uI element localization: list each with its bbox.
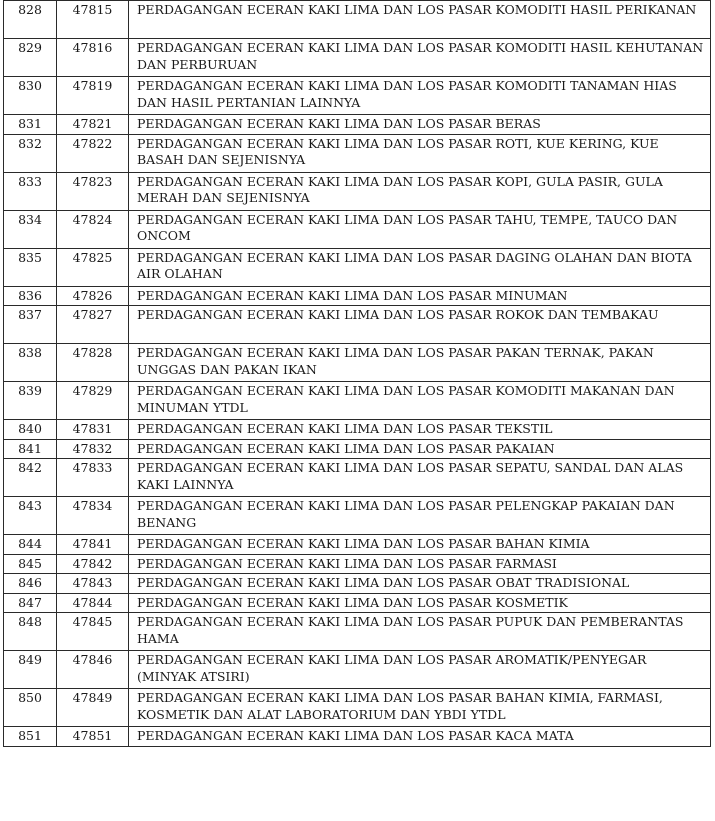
kbli-description: PERDAGANGAN ECERAN KAKI LIMA DAN LOS PASAR KOMODITI TANAMAN HIAS DAN HASIL PERTANIAN LAINNYA (129, 77, 711, 115)
row-number: 839 (4, 382, 57, 420)
kbli-table (3, 0, 711, 747)
kbli-description: PERDAGANGAN ECERAN KAKI LIMA DAN LOS PASAR SEPATU, SANDAL DAN ALAS KAKI LAINNYA (129, 459, 711, 497)
table-row (4, 574, 711, 594)
table-row (4, 613, 711, 651)
kbli-description: PERDAGANGAN ECERAN KAKI LIMA DAN LOS PASAR DAGING OLAHAN DAN BIOTA AIR OLAHAN (129, 248, 711, 286)
row-number: 848 (4, 613, 57, 651)
row-number: 828 (4, 1, 57, 39)
row-number: 840 (4, 420, 57, 440)
kbli-code: 47819 (57, 77, 129, 115)
kbli-code: 47832 (57, 439, 129, 459)
kbli-table-body (4, 1, 711, 747)
kbli-code: 47831 (57, 420, 129, 440)
table-row (4, 248, 711, 286)
table-row (4, 439, 711, 459)
kbli-code: 47851 (57, 727, 129, 747)
row-number: 843 (4, 497, 57, 535)
table-row (4, 554, 711, 574)
table-row (4, 210, 711, 248)
row-number: 847 (4, 593, 57, 613)
kbli-code: 47842 (57, 554, 129, 574)
kbli-code: 47822 (57, 134, 129, 172)
row-number: 845 (4, 554, 57, 574)
kbli-code: 47833 (57, 459, 129, 497)
row-number: 831 (4, 115, 57, 135)
table-row (4, 420, 711, 440)
kbli-code: 47827 (57, 306, 129, 344)
row-number: 836 (4, 286, 57, 306)
kbli-description: PERDAGANGAN ECERAN KAKI LIMA DAN LOS PASAR BAHAN KIMIA, FARMASI, KOSMETIK DAN ALAT LABORATORIUM DAN YBDI YTDL (129, 689, 711, 727)
table-row (4, 172, 711, 210)
kbli-code: 47849 (57, 689, 129, 727)
kbli-description: PERDAGANGAN ECERAN KAKI LIMA DAN LOS PASAR MINUMAN (129, 286, 711, 306)
row-number: 849 (4, 651, 57, 689)
kbli-code: 47841 (57, 535, 129, 555)
kbli-description: PERDAGANGAN ECERAN KAKI LIMA DAN LOS PASAR ROTI, KUE KERING, KUE BASAH DAN SEJENISNYA (129, 134, 711, 172)
table-row (4, 459, 711, 497)
kbli-description: PERDAGANGAN ECERAN KAKI LIMA DAN LOS PASAR KOMODITI MAKANAN DAN MINUMAN YTDL (129, 382, 711, 420)
kbli-description: PERDAGANGAN ECERAN KAKI LIMA DAN LOS PASAR TEKSTIL (129, 420, 711, 440)
row-number: 835 (4, 248, 57, 286)
row-number: 829 (4, 39, 57, 77)
table-row (4, 77, 711, 115)
kbli-code: 47829 (57, 382, 129, 420)
kbli-code: 47834 (57, 497, 129, 535)
kbli-code: 47825 (57, 248, 129, 286)
row-number: 838 (4, 344, 57, 382)
kbli-code: 47843 (57, 574, 129, 594)
table-row (4, 651, 711, 689)
kbli-description: PERDAGANGAN ECERAN KAKI LIMA DAN LOS PASAR BERAS (129, 115, 711, 135)
kbli-description: PERDAGANGAN ECERAN KAKI LIMA DAN LOS PASAR KOMODITI HASIL PERIKANAN (129, 1, 711, 39)
kbli-description: PERDAGANGAN ECERAN KAKI LIMA DAN LOS PASAR OBAT TRADISIONAL (129, 574, 711, 594)
kbli-description: PERDAGANGAN ECERAN KAKI LIMA DAN LOS PASAR FARMASI (129, 554, 711, 574)
kbli-description: PERDAGANGAN ECERAN KAKI LIMA DAN LOS PASAR KOSMETIK (129, 593, 711, 613)
kbli-description: PERDAGANGAN ECERAN KAKI LIMA DAN LOS PASAR PUPUK DAN PEMBERANTAS HAMA (129, 613, 711, 651)
table-row (4, 689, 711, 727)
row-number: 837 (4, 306, 57, 344)
kbli-code: 47816 (57, 39, 129, 77)
row-number: 834 (4, 210, 57, 248)
row-number: 832 (4, 134, 57, 172)
kbli-description: PERDAGANGAN ECERAN KAKI LIMA DAN LOS PASAR PAKAN TERNAK, PAKAN UNGGAS DAN PAKAN IKAN (129, 344, 711, 382)
kbli-code: 47823 (57, 172, 129, 210)
kbli-code: 47828 (57, 344, 129, 382)
kbli-code: 47845 (57, 613, 129, 651)
table-row (4, 727, 711, 747)
kbli-code: 47815 (57, 1, 129, 39)
kbli-description: PERDAGANGAN ECERAN KAKI LIMA DAN LOS PASAR ROKOK DAN TEMBAKAU (129, 306, 711, 344)
table-row (4, 497, 711, 535)
kbli-description: PERDAGANGAN ECERAN KAKI LIMA DAN LOS PASAR PELENGKAP PAKAIAN DAN BENANG (129, 497, 711, 535)
kbli-description: PERDAGANGAN ECERAN KAKI LIMA DAN LOS PASAR KOPI, GULA PASIR, GULA MERAH DAN SEJENISNYA (129, 172, 711, 210)
table-row (4, 593, 711, 613)
table-row (4, 39, 711, 77)
row-number: 850 (4, 689, 57, 727)
kbli-description: PERDAGANGAN ECERAN KAKI LIMA DAN LOS PASAR KOMODITI HASIL KEHUTANAN DAN PERBURUAN (129, 39, 711, 77)
table-row (4, 1, 711, 39)
row-number: 844 (4, 535, 57, 555)
row-number: 830 (4, 77, 57, 115)
row-number: 846 (4, 574, 57, 594)
kbli-code: 47821 (57, 115, 129, 135)
row-number: 851 (4, 727, 57, 747)
kbli-description: PERDAGANGAN ECERAN KAKI LIMA DAN LOS PASAR AROMATIK/PENYEGAR (MINYAK ATSIRI) (129, 651, 711, 689)
kbli-description: PERDAGANGAN ECERAN KAKI LIMA DAN LOS PASAR PAKAIAN (129, 439, 711, 459)
kbli-code: 47824 (57, 210, 129, 248)
kbli-code: 47844 (57, 593, 129, 613)
row-number: 841 (4, 439, 57, 459)
table-row (4, 344, 711, 382)
kbli-description: PERDAGANGAN ECERAN KAKI LIMA DAN LOS PASAR TAHU, TEMPE, TAUCO DAN ONCOM (129, 210, 711, 248)
table-row (4, 535, 711, 555)
table-row (4, 382, 711, 420)
table-row (4, 286, 711, 306)
row-number: 842 (4, 459, 57, 497)
table-row (4, 306, 711, 344)
kbli-description: PERDAGANGAN ECERAN KAKI LIMA DAN LOS PASAR KACA MATA (129, 727, 711, 747)
row-number: 833 (4, 172, 57, 210)
table-row (4, 134, 711, 172)
kbli-code: 47846 (57, 651, 129, 689)
kbli-code: 47826 (57, 286, 129, 306)
kbli-description: PERDAGANGAN ECERAN KAKI LIMA DAN LOS PASAR BAHAN KIMIA (129, 535, 711, 555)
table-row (4, 115, 711, 135)
